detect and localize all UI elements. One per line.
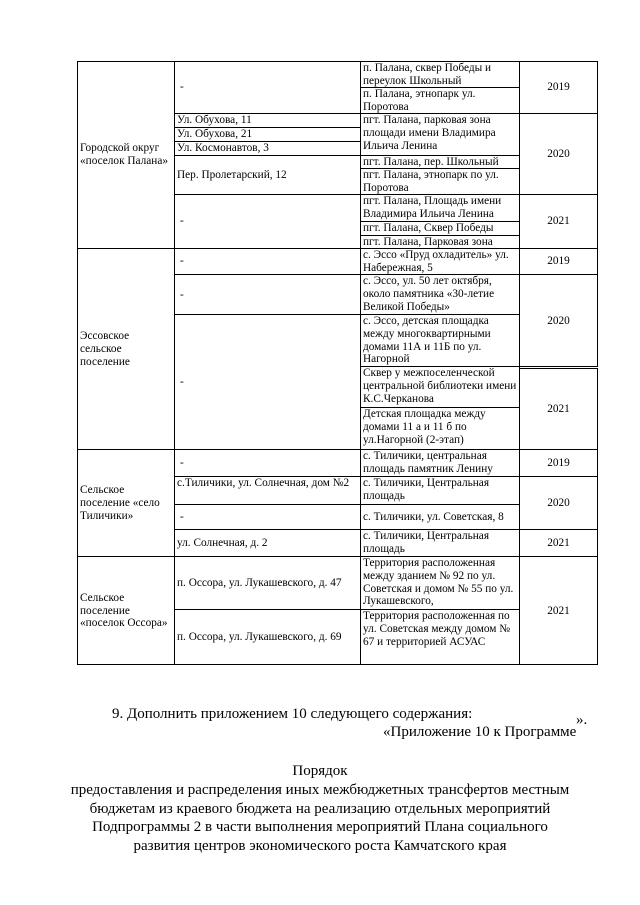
year-cell: 2021 — [520, 195, 598, 249]
object-cell: пгт. Палана, этнопарк по ул. Поротова — [361, 169, 520, 195]
address-cell: - — [175, 62, 361, 114]
municipality-cell: Эссовское сельское поселение — [78, 249, 175, 450]
object-cell: пгт. Палана, пер. Школьный — [361, 155, 520, 169]
program-table — [77, 61, 598, 665]
object-cell: п. Палана, сквер Победы и переулок Школьный — [361, 62, 520, 88]
object-cell: с. Тиличики, ул. Советская, 8 — [361, 505, 520, 530]
object-cell: пгт. Палана, Сквер Победы — [361, 221, 520, 235]
address-cell: - — [175, 450, 361, 477]
object-cell: Детская площадка между домами 11 а и 11 б по ул.Нагорной (2-этап) — [361, 408, 520, 450]
year-cell: 2019 — [520, 450, 598, 477]
year-cell: 2019 — [520, 249, 598, 275]
year-cell: 2020 — [520, 477, 598, 530]
address-cell: Ул. Космонавтов, 3 — [175, 141, 361, 155]
address-cell: - — [175, 275, 361, 315]
object-cell: с. Эссо, детская площадка между многоквартирными домами 11А и 11Б по ул. Нагорной — [361, 315, 520, 367]
year-cell: 2021 — [520, 530, 598, 557]
address-cell: - — [175, 505, 361, 530]
object-cell: Территория расположенная по ул. Советская между домом № 67 и территорией АСУАС — [361, 610, 520, 665]
object-cell: с. Эссо, ул. 50 лет октября, около памятника «30-летие Великой Победы» — [361, 275, 520, 315]
address-cell: Ул. Обухова, 21 — [175, 127, 361, 141]
heading-line: Подпрограммы 2 в части выполнения мероприятий Плана социального — [92, 819, 548, 836]
address-cell: - — [175, 315, 361, 450]
year-cell: 2021 — [520, 557, 598, 665]
closing-quote-mark: ». — [576, 712, 588, 728]
year-cell: 2019 — [520, 62, 598, 114]
appendix-reference: «Приложение 10 к Программе — [383, 724, 577, 740]
municipality-cell: Сельское поселение «поселок Оссора» — [78, 557, 175, 665]
year-cell: 2021 — [520, 369, 598, 450]
object-cell: с. Тиличики, Центральная площадь — [361, 477, 520, 505]
object-cell: с. Тиличики, Центральная площадь — [361, 530, 520, 557]
heading-line: бюджетам из краевого бюджета на реализацию отдельных мероприятий — [89, 800, 551, 817]
address-cell: Ул. Обухова, 11 — [175, 114, 361, 128]
municipality-cell: Сельское поселение «село Тиличики» — [78, 450, 175, 557]
object-cell: пгт. Палана, парковая зона площади имени Владимира Ильича Ленина — [361, 114, 520, 155]
object-cell: пгт. Палана, Площадь имени Владимира Ильича Ленина — [361, 195, 520, 221]
object-cell: с. Эссо «Пруд охладитель» ул. Набережная, 5 — [361, 249, 520, 275]
address-cell: с.Тиличики, ул. Солнечная, дом №2 — [175, 477, 361, 505]
object-cell: Территория расположенная между зданием № 92 по ул. Советская и домом № 55 по ул. Лукашевского, — [361, 557, 520, 610]
address-cell: п. Оссора, ул. Лукашевского, д. 47 — [175, 557, 361, 610]
object-cell: пгт. Палана, Парковая зона — [361, 235, 520, 249]
municipality-cell: Городской округ «поселок Палана» — [78, 62, 175, 249]
heading-title: Порядок — [292, 763, 348, 779]
address-cell: п. Оссора, ул. Лукашевского, д. 69 — [175, 610, 361, 665]
heading-line: предоставления и распределения иных межбюджетных трансфертов местным — [70, 781, 570, 798]
object-cell: п. Палана, этнопарк ул. Поротова — [361, 88, 520, 114]
year-cell: 2020 — [520, 275, 598, 367]
document-heading — [40, 762, 600, 856]
address-cell: Пер. Пролетарский, 12 — [175, 155, 361, 195]
item-9-text: 9. Дополнить приложением 10 следующего содержания: — [112, 706, 473, 722]
address-cell: - — [175, 249, 361, 275]
heading-line: развития центров экономического роста Камчатского края — [133, 838, 507, 855]
object-cell: Сквер у межпоселенческой центральной библиотеки имени К.С.Черканова — [361, 367, 520, 408]
year-cell: 2020 — [520, 114, 598, 195]
object-cell: с. Тиличики, центральная площадь памятник Ленину — [361, 450, 520, 477]
address-cell: - — [175, 195, 361, 249]
address-cell: ул. Солнечная, д. 2 — [175, 530, 361, 557]
